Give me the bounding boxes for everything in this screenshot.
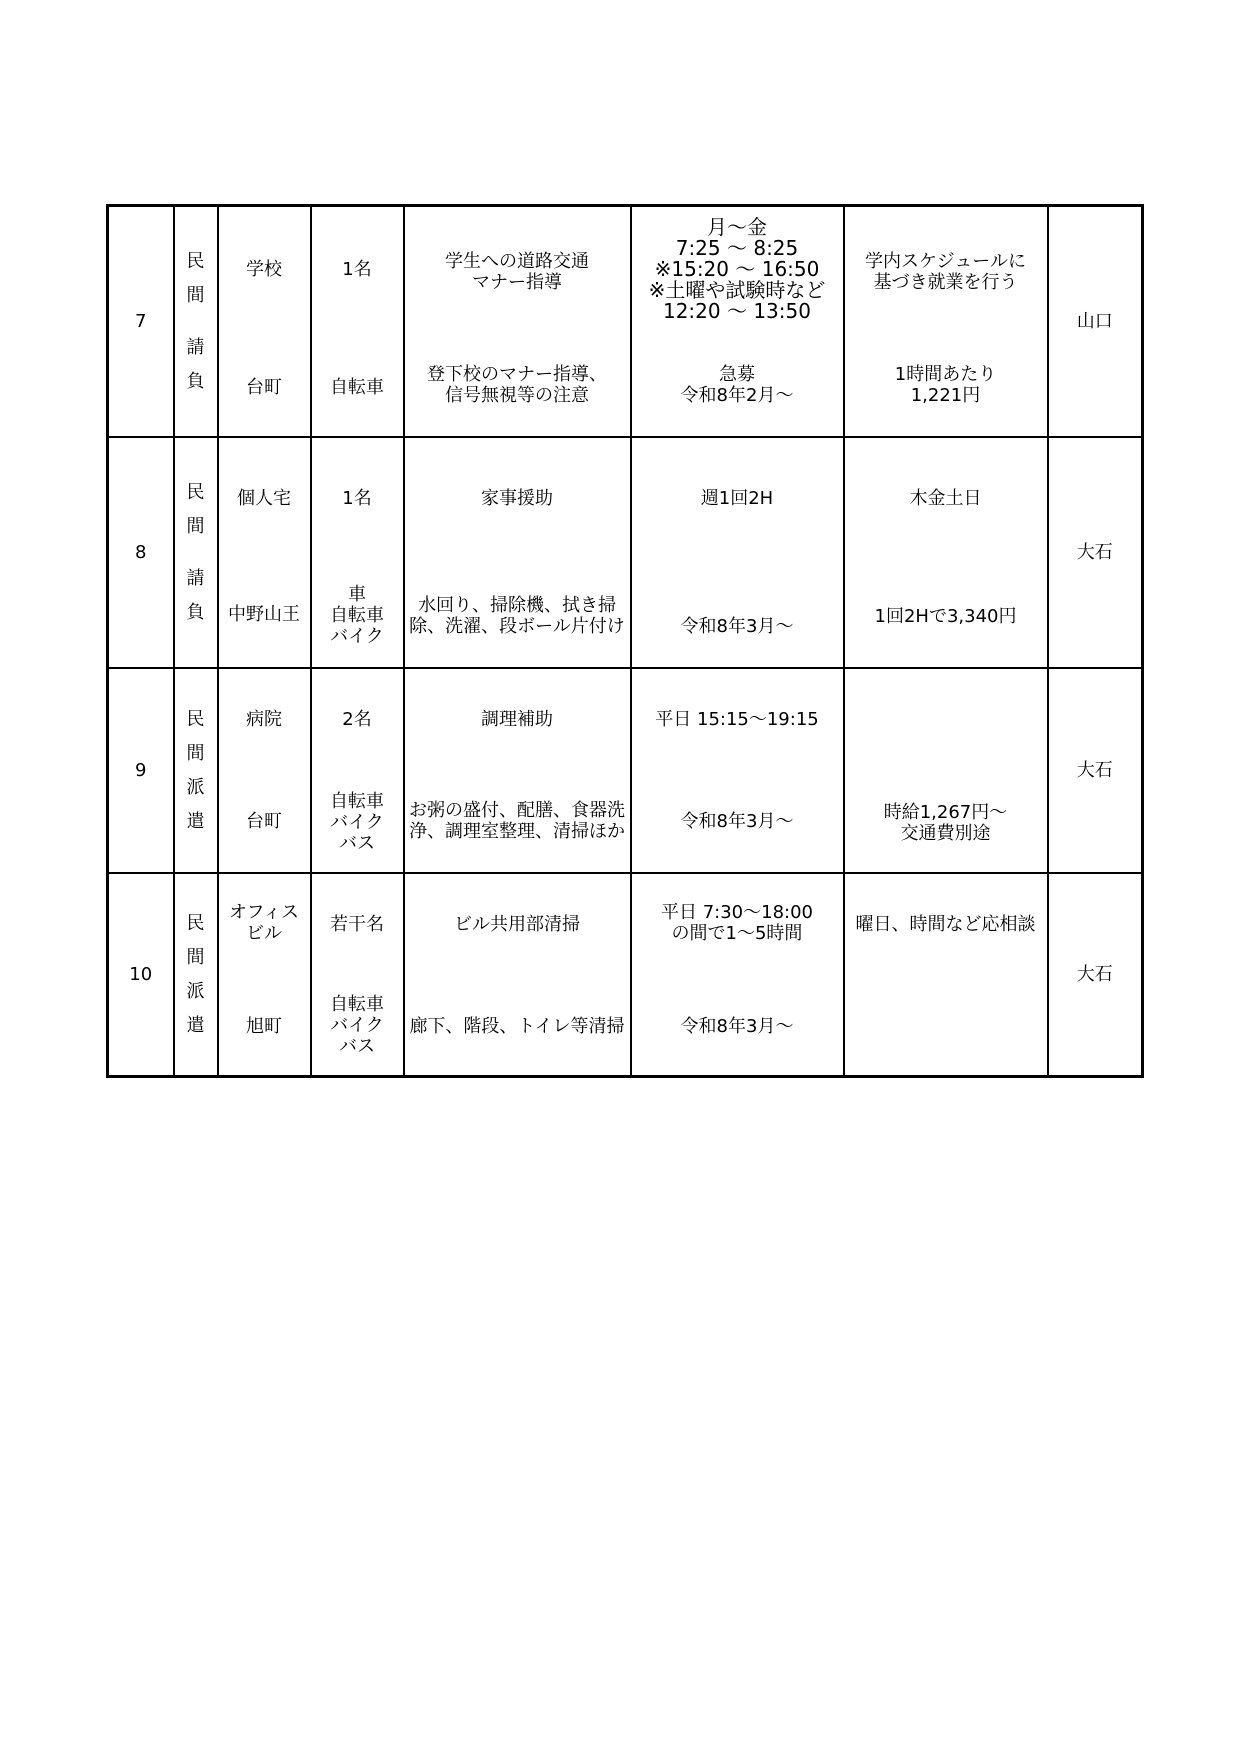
table-row (108, 668, 1143, 873)
job-title: 学生への道路交通 マナー指導 (445, 251, 589, 293)
listing-number: 7 (108, 206, 174, 438)
job-cell (404, 437, 631, 668)
category-cell (174, 873, 218, 1077)
type-char: 遣 (186, 1014, 205, 1036)
type-char: 請 (186, 336, 205, 358)
condition-cell (844, 668, 1048, 873)
pay: 1時間あたり 1,221円 (894, 364, 997, 406)
job-detail: お粥の盛付、配膳、食器洗 浄、調理室整理、清掃ほか (409, 800, 625, 842)
work-condition: 学内スケジュールに 基づき就業を行う (865, 251, 1026, 293)
category-cell (174, 437, 218, 668)
workplace-cell (218, 437, 311, 668)
headcount: 2名 (342, 709, 372, 730)
work-area: 中野山王 (228, 604, 300, 625)
sector-char: 間 (186, 284, 205, 306)
category-cell (174, 668, 218, 873)
contact-person: 大石 (1048, 437, 1143, 668)
table-row (108, 206, 1143, 438)
commute-method: 自転車 バイク バス (330, 994, 384, 1057)
start-date: 令和8年3月～ (680, 811, 794, 832)
headcount: 1名 (342, 488, 372, 509)
schedule-cell (631, 873, 844, 1077)
workplace: 学校 (246, 259, 282, 280)
headcount: 1名 (342, 259, 372, 280)
sector-char: 民 (186, 912, 205, 934)
table-row (108, 437, 1143, 668)
listing-number: 10 (108, 873, 174, 1077)
type-char: 遣 (186, 810, 205, 832)
sector-char: 間 (186, 742, 205, 764)
work-area: 台町 (246, 811, 282, 832)
schedule-cell (631, 206, 844, 438)
sector-char: 間 (186, 946, 205, 968)
work-area: 台町 (246, 377, 282, 398)
people-cell (311, 668, 404, 873)
job-detail: 廊下、階段、トイレ等清掃 (409, 1016, 625, 1037)
commute-method: 車 自転車 バイク (330, 584, 384, 647)
work-area: 旭町 (246, 1016, 282, 1037)
condition-cell (844, 437, 1048, 668)
pay: 時給1,267円～ 交通費別途 (883, 802, 1008, 844)
type-char: 派 (186, 980, 205, 1002)
workplace-cell (218, 873, 311, 1077)
job-title: ビル共用部清掃 (454, 914, 580, 935)
listing-number: 8 (108, 437, 174, 668)
listing-number: 9 (108, 668, 174, 873)
type-char: 負 (186, 601, 205, 623)
job-detail: 登下校のマナー指導、 信号無視等の注意 (427, 364, 607, 406)
table-row (108, 873, 1143, 1077)
workplace: 個人宅 (237, 488, 291, 509)
people-cell (311, 873, 404, 1077)
commute-method: 自転車 (330, 377, 384, 398)
category-cell (174, 206, 218, 438)
job-title: 家事援助 (481, 488, 553, 509)
job-title: 調理補助 (481, 709, 553, 730)
sector-char: 間 (186, 515, 205, 537)
job-cell (404, 668, 631, 873)
job-listing-table (106, 204, 1144, 1078)
schedule-cell (631, 437, 844, 668)
contact-person: 山口 (1048, 206, 1143, 438)
contact-person: 大石 (1048, 873, 1143, 1077)
headcount: 若干名 (330, 914, 384, 935)
sector-char: 民 (186, 250, 205, 272)
condition-cell (844, 206, 1048, 438)
work-schedule: 週1回2H (700, 488, 774, 509)
job-cell (404, 873, 631, 1077)
start-date: 令和8年3月～ (680, 616, 794, 637)
work-condition: 木金土日 (909, 488, 982, 509)
schedule-cell (631, 668, 844, 873)
people-cell (311, 206, 404, 438)
job-detail: 水回り、掃除機、拭き掃 除、洗濯、段ボール片付け (409, 595, 625, 637)
commute-method: 自転車 バイク バス (330, 791, 384, 854)
start-date: 急募 令和8年2月～ (680, 364, 794, 406)
start-date: 令和8年3月～ (680, 1016, 794, 1037)
type-char: 負 (186, 370, 205, 392)
type-char: 派 (186, 776, 205, 798)
workplace-cell (218, 668, 311, 873)
condition-cell (844, 873, 1048, 1077)
job-cell (404, 206, 631, 438)
work-condition: 曜日、時間など応相談 (855, 914, 1036, 935)
work-schedule: 平日 15:15～19:15 (655, 709, 819, 730)
workplace-cell (218, 206, 311, 438)
people-cell (311, 437, 404, 668)
type-char: 請 (186, 567, 205, 589)
contact-person: 大石 (1048, 668, 1143, 873)
workplace: オフィス ビル (228, 902, 300, 944)
sector-char: 民 (186, 481, 205, 503)
work-schedule: 平日 7:30～18:00 の間で1～5時間 (660, 902, 813, 944)
sector-char: 民 (186, 708, 205, 730)
workplace: 病院 (246, 709, 282, 730)
work-schedule: 月～金 7:25 ～ 8:25 ※15:20 ～ 16:50 ※土曜や試験時など 12:20 ～ 13:50 (648, 215, 826, 323)
pay: 1回2Hで3,340円 (874, 606, 1017, 627)
